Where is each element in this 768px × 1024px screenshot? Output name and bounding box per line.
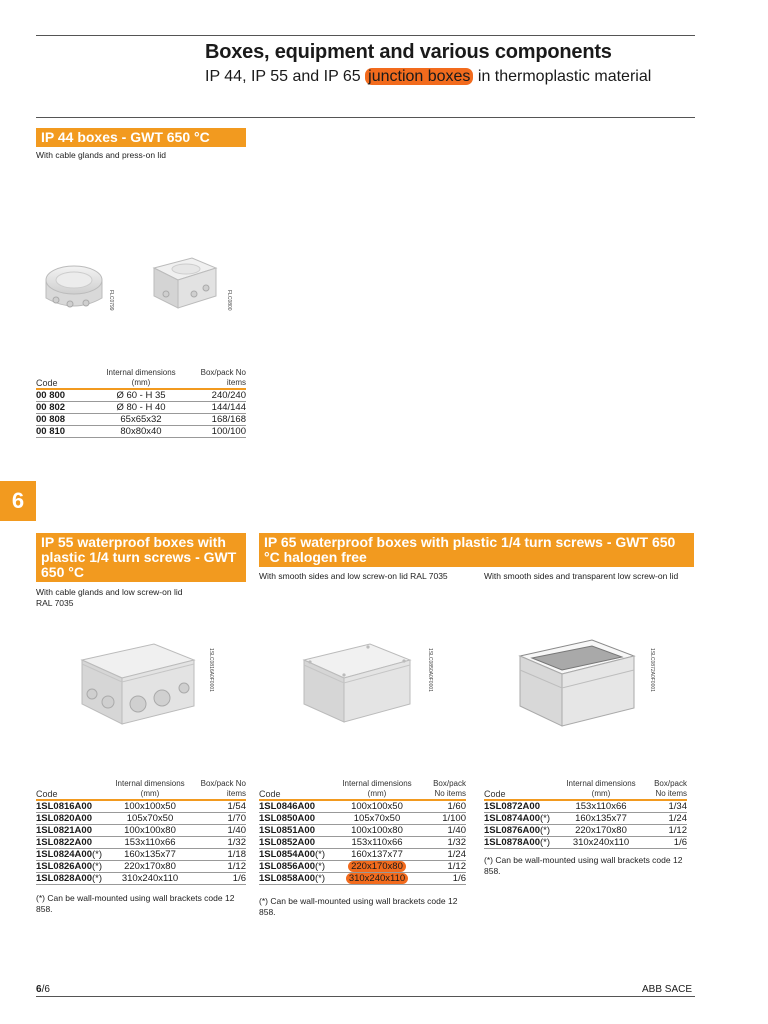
- highlighted-dimension: 310x240x110: [346, 873, 408, 884]
- row-code: [484, 825, 558, 837]
- code-footnote-mark: (*): [314, 861, 326, 872]
- ip65-a-footnote: (*) Can be wall-mounted using wall brackets code 12 858.: [259, 896, 458, 917]
- row-pack: 1/32: [192, 837, 246, 849]
- page-number-bold: 6: [36, 984, 42, 995]
- table-row: [259, 849, 466, 861]
- ip65-note-b: With smooth sides and transparent low screw-on lid: [484, 571, 679, 581]
- row-pack: 1/54: [192, 800, 246, 813]
- col-dimensions: Internal dimensions (mm): [566, 779, 636, 798]
- row-code: [36, 837, 108, 849]
- col-code: Code: [36, 378, 58, 388]
- page-subtitle: [205, 68, 665, 86]
- row-pack: 1/34: [644, 800, 687, 813]
- top-rule: [36, 35, 695, 36]
- row-code: [259, 873, 333, 885]
- row-code: [259, 861, 333, 873]
- row-dim: 100x100x80: [333, 825, 421, 837]
- code-footnote-mark: (*): [539, 837, 551, 848]
- ip65-smooth-box-photo: [298, 632, 416, 728]
- ip44-note: With cable glands and press-on lid: [36, 150, 166, 160]
- row-dim: 153x110x66: [108, 837, 192, 849]
- table-row: [36, 414, 246, 426]
- ip55-box-photo: [76, 630, 200, 730]
- ip55-footnote: (*) Can be wall-mounted using wall brackets code 12 858.: [36, 893, 235, 914]
- col-dimensions: Internal dimensions (mm): [106, 368, 176, 387]
- row-dim: 65x65x32: [96, 414, 186, 426]
- row-dim: [333, 861, 421, 873]
- code-value: 1SL0824A00: [36, 849, 92, 860]
- page-number: [36, 984, 50, 995]
- row-dim: Ø 60 - H 35: [96, 389, 186, 402]
- code-value: 1SL0816A00: [36, 801, 92, 812]
- round-junction-box-photo: [40, 258, 108, 316]
- row-code: 00 808: [36, 414, 96, 426]
- page-title: Boxes, equipment and various components: [205, 41, 612, 63]
- code-footnote-mark: (*): [314, 849, 326, 860]
- code-footnote-mark: (*): [91, 861, 103, 872]
- row-code: [36, 873, 108, 885]
- row-pack: 100/100: [186, 426, 246, 438]
- row-dim: 310x240x110: [108, 873, 192, 885]
- row-pack: 1/100: [421, 813, 466, 825]
- row-code: [36, 861, 108, 873]
- row-code: 00 800: [36, 389, 96, 402]
- ip44-table: [36, 368, 246, 438]
- code-footnote-mark: (*): [539, 825, 551, 836]
- footer-brand: ABB SACE: [642, 984, 693, 995]
- table-row: [36, 426, 246, 438]
- code-footnote-mark: (*): [314, 873, 326, 884]
- ip55-table: [36, 779, 246, 885]
- code-value: 1SL0858A00: [259, 873, 315, 884]
- row-dim: 105x70x50: [108, 813, 192, 825]
- ip65-heading: IP 65 waterproof boxes with plastic 1/4 turn screws - GWT 650 °C halogen free: [259, 533, 694, 567]
- photo-code: 1SLC0850A0F0001: [427, 648, 433, 692]
- table-row: [36, 873, 246, 885]
- row-pack: 1/12: [192, 861, 246, 873]
- photo-code: 1SLC0816A0F0001: [208, 648, 214, 692]
- ip55-note: With cable glands and low screw-on lid RAL 7035: [36, 587, 183, 608]
- ip65-b-table: [484, 779, 687, 849]
- subtitle-highlight: junction boxes: [365, 68, 473, 85]
- col-boxpack: Box/pack No items: [200, 779, 246, 798]
- table-row: [36, 402, 246, 414]
- col-boxpack: Box/pack No items: [433, 779, 466, 798]
- page-number-rest: /6: [41, 984, 50, 995]
- row-pack: 1/24: [644, 813, 687, 825]
- row-dim: 153x110x66: [333, 837, 421, 849]
- row-code: [36, 825, 108, 837]
- row-code: [259, 849, 333, 861]
- col-code: Code: [259, 789, 281, 799]
- row-dim: Ø 80 - H 40: [96, 402, 186, 414]
- row-dim: [333, 873, 421, 885]
- row-pack: 1/40: [421, 825, 466, 837]
- table-row: [36, 849, 246, 861]
- table-row: [36, 800, 246, 813]
- row-pack: 1/60: [421, 800, 466, 813]
- row-dim: 100x100x80: [108, 825, 192, 837]
- footer-rule: [36, 996, 695, 997]
- code-footnote-mark: (*): [91, 849, 103, 860]
- ip55-heading: IP 55 waterproof boxes with plastic 1/4 turn screws - GWT 650 °C: [36, 533, 246, 582]
- subtitle-text-end: in thermoplastic material: [473, 68, 652, 85]
- row-dim: 220x170x80: [558, 825, 644, 837]
- code-value: 1SL0856A00: [259, 861, 315, 872]
- row-code: 00 802: [36, 402, 96, 414]
- code-value: 1SL0851A00: [259, 825, 315, 836]
- code-value: 1SL0821A00: [36, 825, 92, 836]
- table-row: [484, 825, 687, 837]
- table-row: [36, 837, 246, 849]
- row-pack: 1/24: [421, 849, 466, 861]
- row-code: [259, 825, 333, 837]
- row-pack: 1/18: [192, 849, 246, 861]
- row-code: [36, 849, 108, 861]
- row-pack: 144/144: [186, 402, 246, 414]
- row-pack: 1/6: [421, 873, 466, 885]
- row-code: [36, 800, 108, 813]
- row-code: [484, 800, 558, 813]
- row-code: [259, 800, 333, 813]
- col-code: Code: [484, 789, 506, 799]
- row-dim: 100x100x50: [333, 800, 421, 813]
- ip65-b-footnote: (*) Can be wall-mounted using wall brackets code 12 858.: [484, 855, 683, 876]
- table-row: [36, 389, 246, 402]
- subtitle-text: IP 44, IP 55 and IP 65: [205, 68, 366, 85]
- row-dim: 310x240x110: [558, 837, 644, 849]
- row-code: [259, 837, 333, 849]
- code-value: 1SL0820A00: [36, 813, 92, 824]
- row-pack: 1/70: [192, 813, 246, 825]
- row-code: [259, 813, 333, 825]
- table-row: [259, 813, 466, 825]
- table-row: [36, 825, 246, 837]
- code-value: 1SL0846A00: [259, 801, 315, 812]
- code-footnote-mark: (*): [539, 813, 551, 824]
- table-row: [484, 837, 687, 849]
- ip65-transparent-box-photo: [512, 630, 640, 734]
- table-row: [259, 861, 466, 873]
- photo-code: FLC0799: [108, 290, 114, 311]
- row-pack: 1/12: [644, 825, 687, 837]
- row-dim: 160x135x77: [558, 813, 644, 825]
- table-row: [259, 825, 466, 837]
- row-dim: 80x80x40: [96, 426, 186, 438]
- col-code: Code: [36, 789, 58, 799]
- row-pack: 1/40: [192, 825, 246, 837]
- code-value: 1SL0852A00: [259, 837, 315, 848]
- row-dim: 153x110x66: [558, 800, 644, 813]
- row-dim: 100x100x50: [108, 800, 192, 813]
- ip44-heading: IP 44 boxes - GWT 650 °C: [36, 128, 246, 147]
- code-value: 1SL0828A00: [36, 873, 92, 884]
- highlighted-dimension: 220x170x80: [348, 861, 406, 872]
- header-rule: [36, 117, 695, 118]
- chapter-tab: 6: [0, 481, 36, 521]
- row-pack: 240/240: [186, 389, 246, 402]
- col-boxpack: Box/pack No items: [654, 779, 687, 798]
- row-code: [36, 813, 108, 825]
- code-value: 1SL0822A00: [36, 837, 92, 848]
- row-code: 00 810: [36, 426, 96, 438]
- code-value: 1SL0872A00: [484, 801, 540, 812]
- table-row: [484, 800, 687, 813]
- row-pack: 1/12: [421, 861, 466, 873]
- table-row: [259, 873, 466, 885]
- row-pack: 1/6: [644, 837, 687, 849]
- row-dim: 105x70x50: [333, 813, 421, 825]
- ip65-a-table: [259, 779, 466, 885]
- photo-code: 1SLC0872A0F0001: [649, 648, 655, 692]
- row-code: [484, 837, 558, 849]
- row-pack: 1/6: [192, 873, 246, 885]
- table-row: [36, 861, 246, 873]
- table-row: [259, 800, 466, 813]
- table-row: [484, 813, 687, 825]
- code-footnote-mark: (*): [91, 873, 103, 884]
- code-value: 1SL0826A00: [36, 861, 92, 872]
- code-value: 1SL0874A00: [484, 813, 540, 824]
- code-value: 1SL0850A00: [259, 813, 315, 824]
- code-value: 1SL0878A00: [484, 837, 540, 848]
- row-pack: 1/32: [421, 837, 466, 849]
- code-value: 1SL0876A00: [484, 825, 540, 836]
- row-pack: 168/168: [186, 414, 246, 426]
- row-dim: 220x170x80: [108, 861, 192, 873]
- code-value: 1SL0854A00: [259, 849, 315, 860]
- square-junction-box-photo: [148, 250, 220, 314]
- col-boxpack: Box/pack No items: [200, 368, 246, 387]
- table-row: [259, 837, 466, 849]
- row-code: [484, 813, 558, 825]
- table-row: [36, 813, 246, 825]
- col-dimensions: Internal dimensions (mm): [115, 779, 185, 798]
- row-dim: 160x137x77: [333, 849, 421, 861]
- ip65-note-a: With smooth sides and low screw-on lid RAL 7035: [259, 571, 448, 581]
- photo-code: FLC0800: [226, 290, 232, 311]
- col-dimensions: Internal dimensions (mm): [342, 779, 412, 798]
- row-dim: 160x135x77: [108, 849, 192, 861]
